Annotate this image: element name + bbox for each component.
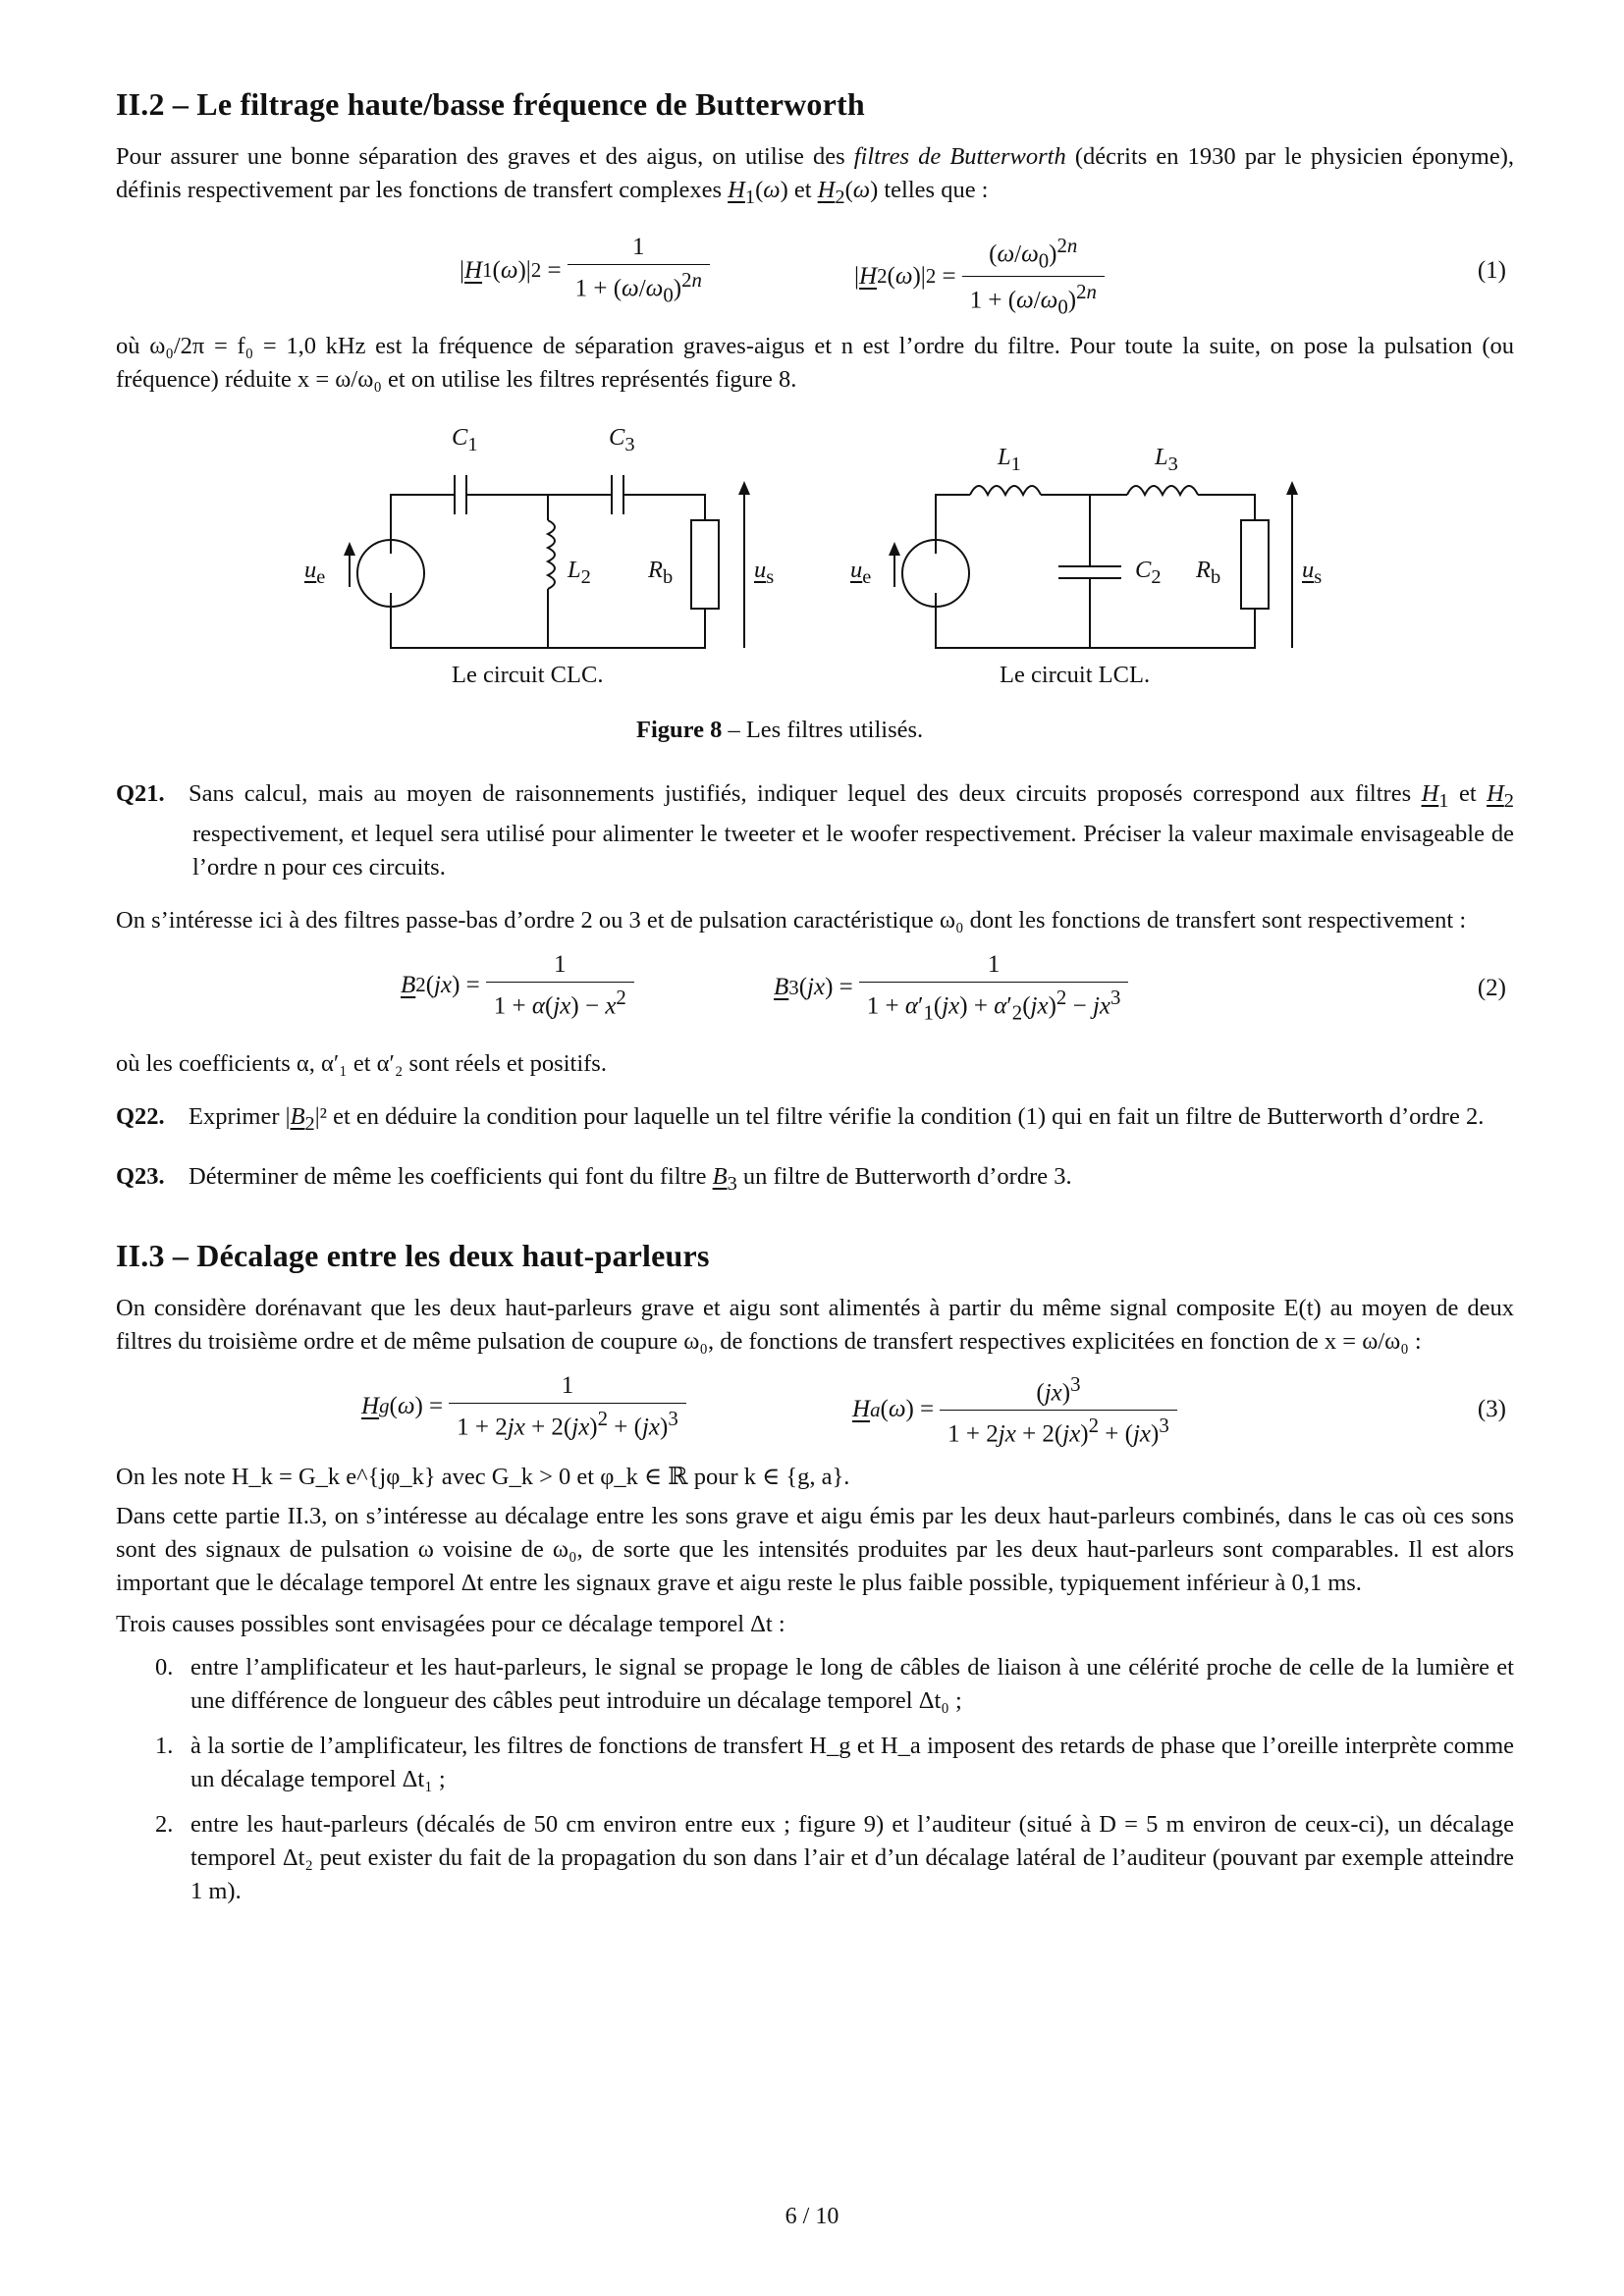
equation-2-number: (2) bbox=[1477, 974, 1506, 1001]
equation-3: H g ( ω ) = $\frac{1}{1 + 2jx + 2(jx)^2 + (jx)^3}$ H a ( ω ) = $\frac{(jx)^3}{1 + 2jx + 2(jx)^2 + (jx)^3}$ (3) bbox=[361, 1371, 1506, 1448]
caption-clc: Le circuit CLC. bbox=[452, 661, 604, 688]
question-Q21: Q21. Sans calcul, mais au moyen de raisonnements justifiés, indiquer lequel des deux circuits proposés correspond aux filtres $H_1$ et $H_2$ respectivement, et lequel sera utilisé pour alimenter le tweeter et le woofer respectivement. Préciser la valeur maximale envisageable de l’ordre n pour ces circuits. bbox=[116, 779, 1514, 881]
section-II3-para2: Dans cette partie II.3, on s’intéresse au décalage entre les sons grave et aigu émis par les deux haut-parleurs combinés, dans le cas où ces sons sont des signaux de pulsation ω voisine de ω₀, de sorte que les intensités produites par les deux haut-parleurs sont comparables. Il est alors important que le décalage temporel Δt entre les signaux grave et aigu reste le plus faible possible, typiquement inférieur à 0,1 ms. bbox=[116, 1502, 1514, 1596]
equation-1: | H 1 ( ω )| 2 = $\frac{1}{1 + (\omega/\omega_0)^{2n}}$ | H 2 ( ω )| 2 = $\frac{(\omega/\omega_0)^{2n}}{1 + (\omega/\omega_0)^{2n}}$ (1) bbox=[460, 233, 1506, 319]
page-content bbox=[116, 86, 1514, 1920]
label-C1: $C_1$ bbox=[452, 423, 478, 455]
figure-8-caption: Figure 8 – Les filtres utilisés. bbox=[636, 716, 924, 743]
section-II3-note: On les note H_k = G_k e^{jφ_k} avec G_k > 0 et φ_k ∈ ℝ pour k ∈ {g, a}. bbox=[116, 1463, 850, 1490]
equation-3-number: (3) bbox=[1477, 1395, 1506, 1422]
label-Rb-clc: $R_b$ bbox=[648, 556, 674, 588]
list-item: 0. entre l’amplificateur et les haut-parleurs, le signal se propage le long de câbles de liaison à une célérité proche de celle de la lumière et une différence de longueur des câbles peut introduire un décalage temporel Δt₀ ; bbox=[155, 1653, 1514, 1714]
equation-2: B 2 ( jx ) = $\frac{1}{1 + \alpha(jx) - x^2}$ B 3 ( jx ) = $\frac{1}{1 + \alpha'_1(jx) + \alpha'_2(jx)^2 - jx^3}$ (2) bbox=[401, 950, 1506, 1025]
label-us-clc: $u_s$ bbox=[754, 556, 775, 588]
label-L1: $L_1$ bbox=[998, 443, 1021, 475]
equation-1-number: (1) bbox=[1477, 256, 1506, 284]
circuit-diagrams bbox=[116, 404, 1514, 699]
section-II3-para3: Trois causes possibles sont envisagées pour ce décalage temporel Δt : bbox=[116, 1610, 785, 1637]
list-item: 2. entre les haut-parleurs (décalés de 50 cm environ entre eux ; figure 9) et l’auditeur (situé à D = 5 m environ de ceux-ci), un décalage temporel Δt₂ peut exister du fait de la propagation du son dans l’air et d’un décalage latéral de l’auditeur (pouvant par exemple atteindre 1 m). bbox=[155, 1810, 1514, 1904]
section-II3-title: II.3 – Décalage entre les deux haut-parleurs bbox=[116, 1237, 710, 1273]
section-II2-title: II.2 – Le filtrage haute/basse fréquence de Butterworth bbox=[116, 86, 865, 122]
section-II3-intro: On considère dorénavant que les deux haut-parleurs grave et aigu sont alimentés à partir du même signal composite E(t) au moyen de deux filtres du troisième ordre et de même pulsation de coupure ω₀, de fonctions de transfert respectives explicitées en fonction de x = ω/ω₀ : bbox=[116, 1294, 1514, 1355]
label-C3: $C_3$ bbox=[609, 423, 635, 455]
label-C2: $C_2$ bbox=[1135, 556, 1162, 588]
section-II2-intro: Pour assurer une bonne séparation des graves et des aigus, on utilise des filtres de Butterworth (décrits en 1930 par le physicien éponyme), définis respectivement par les fonctions de transfert complexes $H_1(\omega)$ et $H_2(\omega)$ telles que : bbox=[116, 143, 1514, 208]
list-item: 1. à la sortie de l’amplificateur, les filtres de fonctions de transfert H_g et H_a imposent des retards de phase que l’oreille interprète comme un décalage temporel Δt₁ ; bbox=[155, 1732, 1514, 1792]
label-L3: $L_3$ bbox=[1155, 443, 1178, 475]
figure-8 bbox=[116, 404, 1514, 768]
page-number: 6 / 10 bbox=[785, 2204, 839, 2229]
question-Q23: Q23. Déterminer de même les coefficients qui font du filtre $B_3$ un filtre de Butterworth d’ordre 3. bbox=[116, 1162, 1072, 1195]
coefficients-text: où les coefficients α, α′₁ et α′₂ sont réels et positifs. bbox=[116, 1049, 607, 1077]
section-II2-after-eq1: où ω₀/2π = f₀ = 1,0 kHz est la fréquence de séparation graves-aigus et n est l’ordre du filtre. Pour toute la suite, on pose la pulsation (ou fréquence) réduite x = ω/ω₀ et on utilise les filtres représentés figure 8. bbox=[116, 332, 1514, 393]
question-Q22: Q22. Exprimer $|B_2|^2$ et en déduire la condition pour laquelle un tel filtre vérifie la condition (1) qui en fait un filtre de Butterworth d’ordre 2. bbox=[116, 1102, 1485, 1135]
causes-list bbox=[116, 1651, 1514, 1908]
caption-lcl: Le circuit LCL. bbox=[1000, 661, 1151, 688]
label-ue-lcl: $u_e$ bbox=[850, 556, 872, 588]
lowpass-intro: On s’intéresse ici à des filtres passe-bas d’ordre 2 ou 3 et de pulsation caractéristique ω₀ dont les fonctions de transfert sont respectivement : bbox=[116, 906, 1467, 934]
label-ue-clc: $u_e$ bbox=[304, 556, 326, 588]
label-L2: $L_2$ bbox=[568, 556, 591, 588]
label-us-lcl: $u_s$ bbox=[1302, 556, 1323, 588]
label-Rb-lcl: $R_b$ bbox=[1196, 556, 1221, 588]
